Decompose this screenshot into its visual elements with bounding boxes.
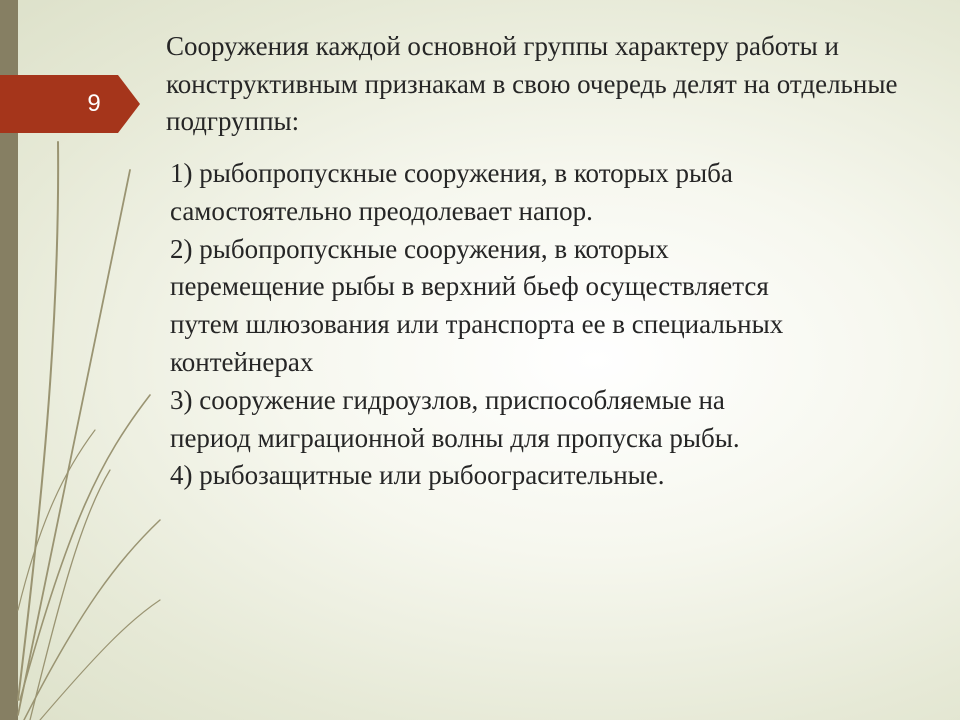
page-number-tab <box>0 75 140 133</box>
subgroup-list <box>170 155 790 495</box>
page-number: 9 <box>87 90 101 117</box>
list-item: 4) рыбозащитные или рыбоограсительные. <box>170 460 665 491</box>
list-item: 1) рыбопропускные сооружения, в которых рыба самостоятельно преодолевает напор. <box>170 158 733 226</box>
list-item: 2) рыбопропускные сооружения, в которых перемещение рыбы в верхний бьеф осуществляется путем шлюзования или транспорта ее в специальных контейнерах <box>170 233 784 377</box>
intro-paragraph: Сооружения каждой основной группы характеру работы и конструктивным признакам в свою очередь делят на отдельные подгруппы: <box>166 31 898 136</box>
list-item: 3) сооружение гидроузлов, приспособляемые на период миграционной волны для пропуска рыбы. <box>170 384 740 453</box>
